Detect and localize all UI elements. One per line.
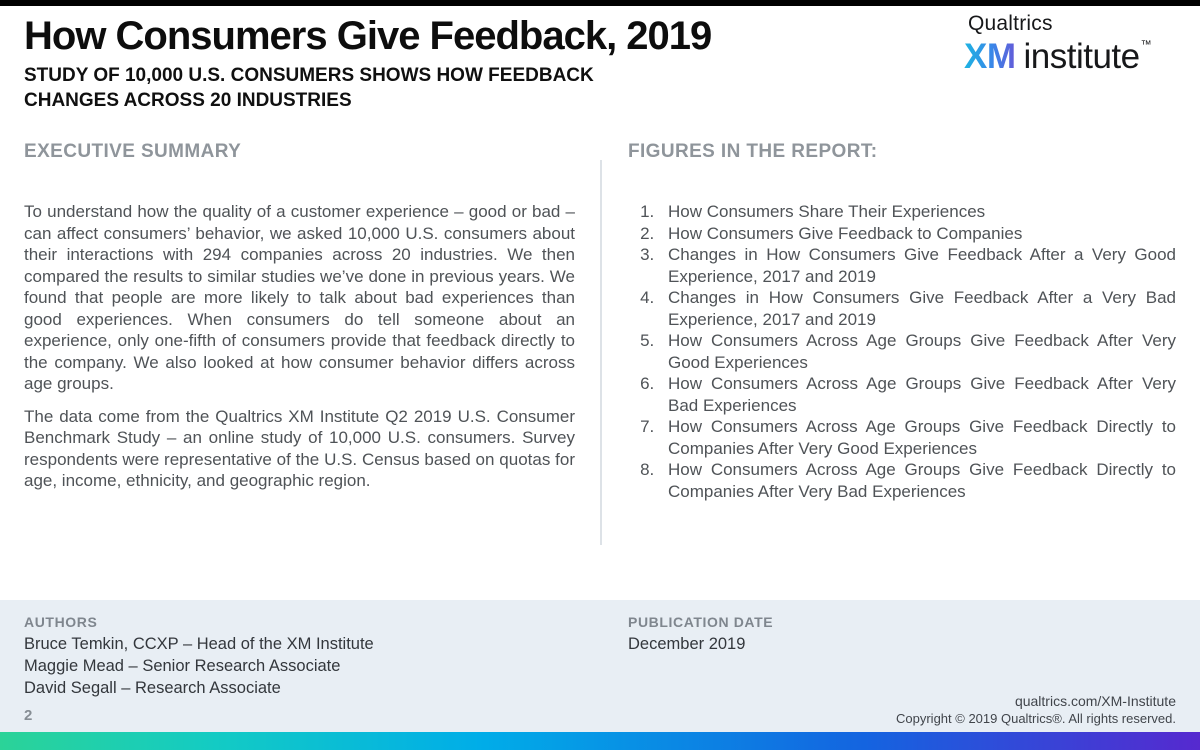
- page-title: How Consumers Give Feedback, 2019: [24, 14, 712, 58]
- executive-summary-heading: EXECUTIVE SUMMARY: [24, 141, 242, 162]
- list-item: 5. How Consumers Across Age Groups Give Feedback After Very Good Experiences: [659, 330, 1176, 373]
- figures-list: [659, 201, 1176, 502]
- info-band: [0, 600, 1200, 732]
- trademark-symbol: ™: [1140, 39, 1152, 51]
- qualtrics-xm-institute-logo: [964, 12, 1184, 77]
- list-item: 1. How Consumers Share Their Experiences: [659, 201, 1176, 223]
- subtitle-line-1: STUDY OF 10,000 U.S. CONSUMERS SHOWS HOW FEEDBACK: [24, 65, 594, 86]
- author-line: Maggie Mead – Senior Research Associate: [24, 656, 341, 675]
- executive-summary-paragraph-1: To understand how the quality of a customer experience – good or bad – can affect consumers’ behavior, we asked 10,000 U.S. consumers about their interactions with 294 companies across 20 industries. We then compared the results to similar studies we’ve done in previous years. We found that people are more likely to talk about bad experiences than good experiences. When consumers do tell someone about an experience, only one-fifth of consumers provide that feedback directly to the company. We also looked at how consumer behavior differs across age groups.: [24, 202, 575, 393]
- publication-date-value: December 2019: [628, 635, 746, 653]
- author-line: David Segall – Research Associate: [24, 678, 281, 697]
- executive-summary-paragraph-2: The data come from the Qualtrics XM Institute Q2 2019 U.S. Consumer Benchmark Study – an online study of 10,000 U.S. consumers. Survey respondents were representative of the U.S. Census based on quotas for age, income, ethnicity, and geographic region.: [24, 406, 575, 490]
- authors-block: [24, 613, 374, 699]
- footer-right: [896, 692, 1176, 727]
- logo-brand-text: Qualtrics: [968, 12, 1053, 35]
- publication-block: [628, 613, 773, 656]
- bottom-gradient-bar: [0, 732, 1200, 750]
- author-line: Bruce Temkin, CCXP – Head of the XM Institute: [24, 635, 374, 653]
- figures-section: [628, 140, 1176, 545]
- website-link[interactable]: qualtrics.com/XM-Institute: [1014, 693, 1176, 709]
- top-black-bar: [0, 0, 1200, 6]
- logo-institute-text: institute: [1023, 37, 1140, 76]
- list-item: 2. How Consumers Give Feedback to Companies: [659, 223, 1176, 245]
- main-content: [24, 140, 1176, 545]
- logo-xm-gradient-text: XM: [964, 37, 1016, 76]
- page-number: 2: [24, 707, 33, 724]
- publication-date-heading: PUBLICATION DATE: [628, 614, 774, 630]
- column-divider: [600, 160, 602, 545]
- list-item: 8. How Consumers Across Age Groups Give Feedback Directly to Companies After Very Bad Experiences: [659, 459, 1176, 502]
- executive-summary-section: [24, 140, 575, 545]
- list-item: 6. How Consumers Across Age Groups Give Feedback After Very Bad Experiences: [659, 373, 1176, 416]
- logo-wordmark: [964, 37, 1184, 77]
- list-item: 4. Changes in How Consumers Give Feedback After a Very Bad Experience, 2017 and 2019: [659, 287, 1176, 330]
- authors-heading: AUTHORS: [24, 614, 98, 630]
- list-item: 7. How Consumers Across Age Groups Give Feedback Directly to Companies After Very Good Experiences: [659, 416, 1176, 459]
- figures-heading: FIGURES IN THE REPORT:: [628, 141, 878, 162]
- subtitle-line-2: CHANGES ACROSS 20 INDUSTRIES: [24, 90, 352, 111]
- copyright-text: Copyright © 2019 Qualtrics®. All rights reserved.: [896, 711, 1176, 726]
- list-item: 3. Changes in How Consumers Give Feedback After a Very Good Experience, 2017 and 2019: [659, 244, 1176, 287]
- authors-names: [24, 634, 374, 699]
